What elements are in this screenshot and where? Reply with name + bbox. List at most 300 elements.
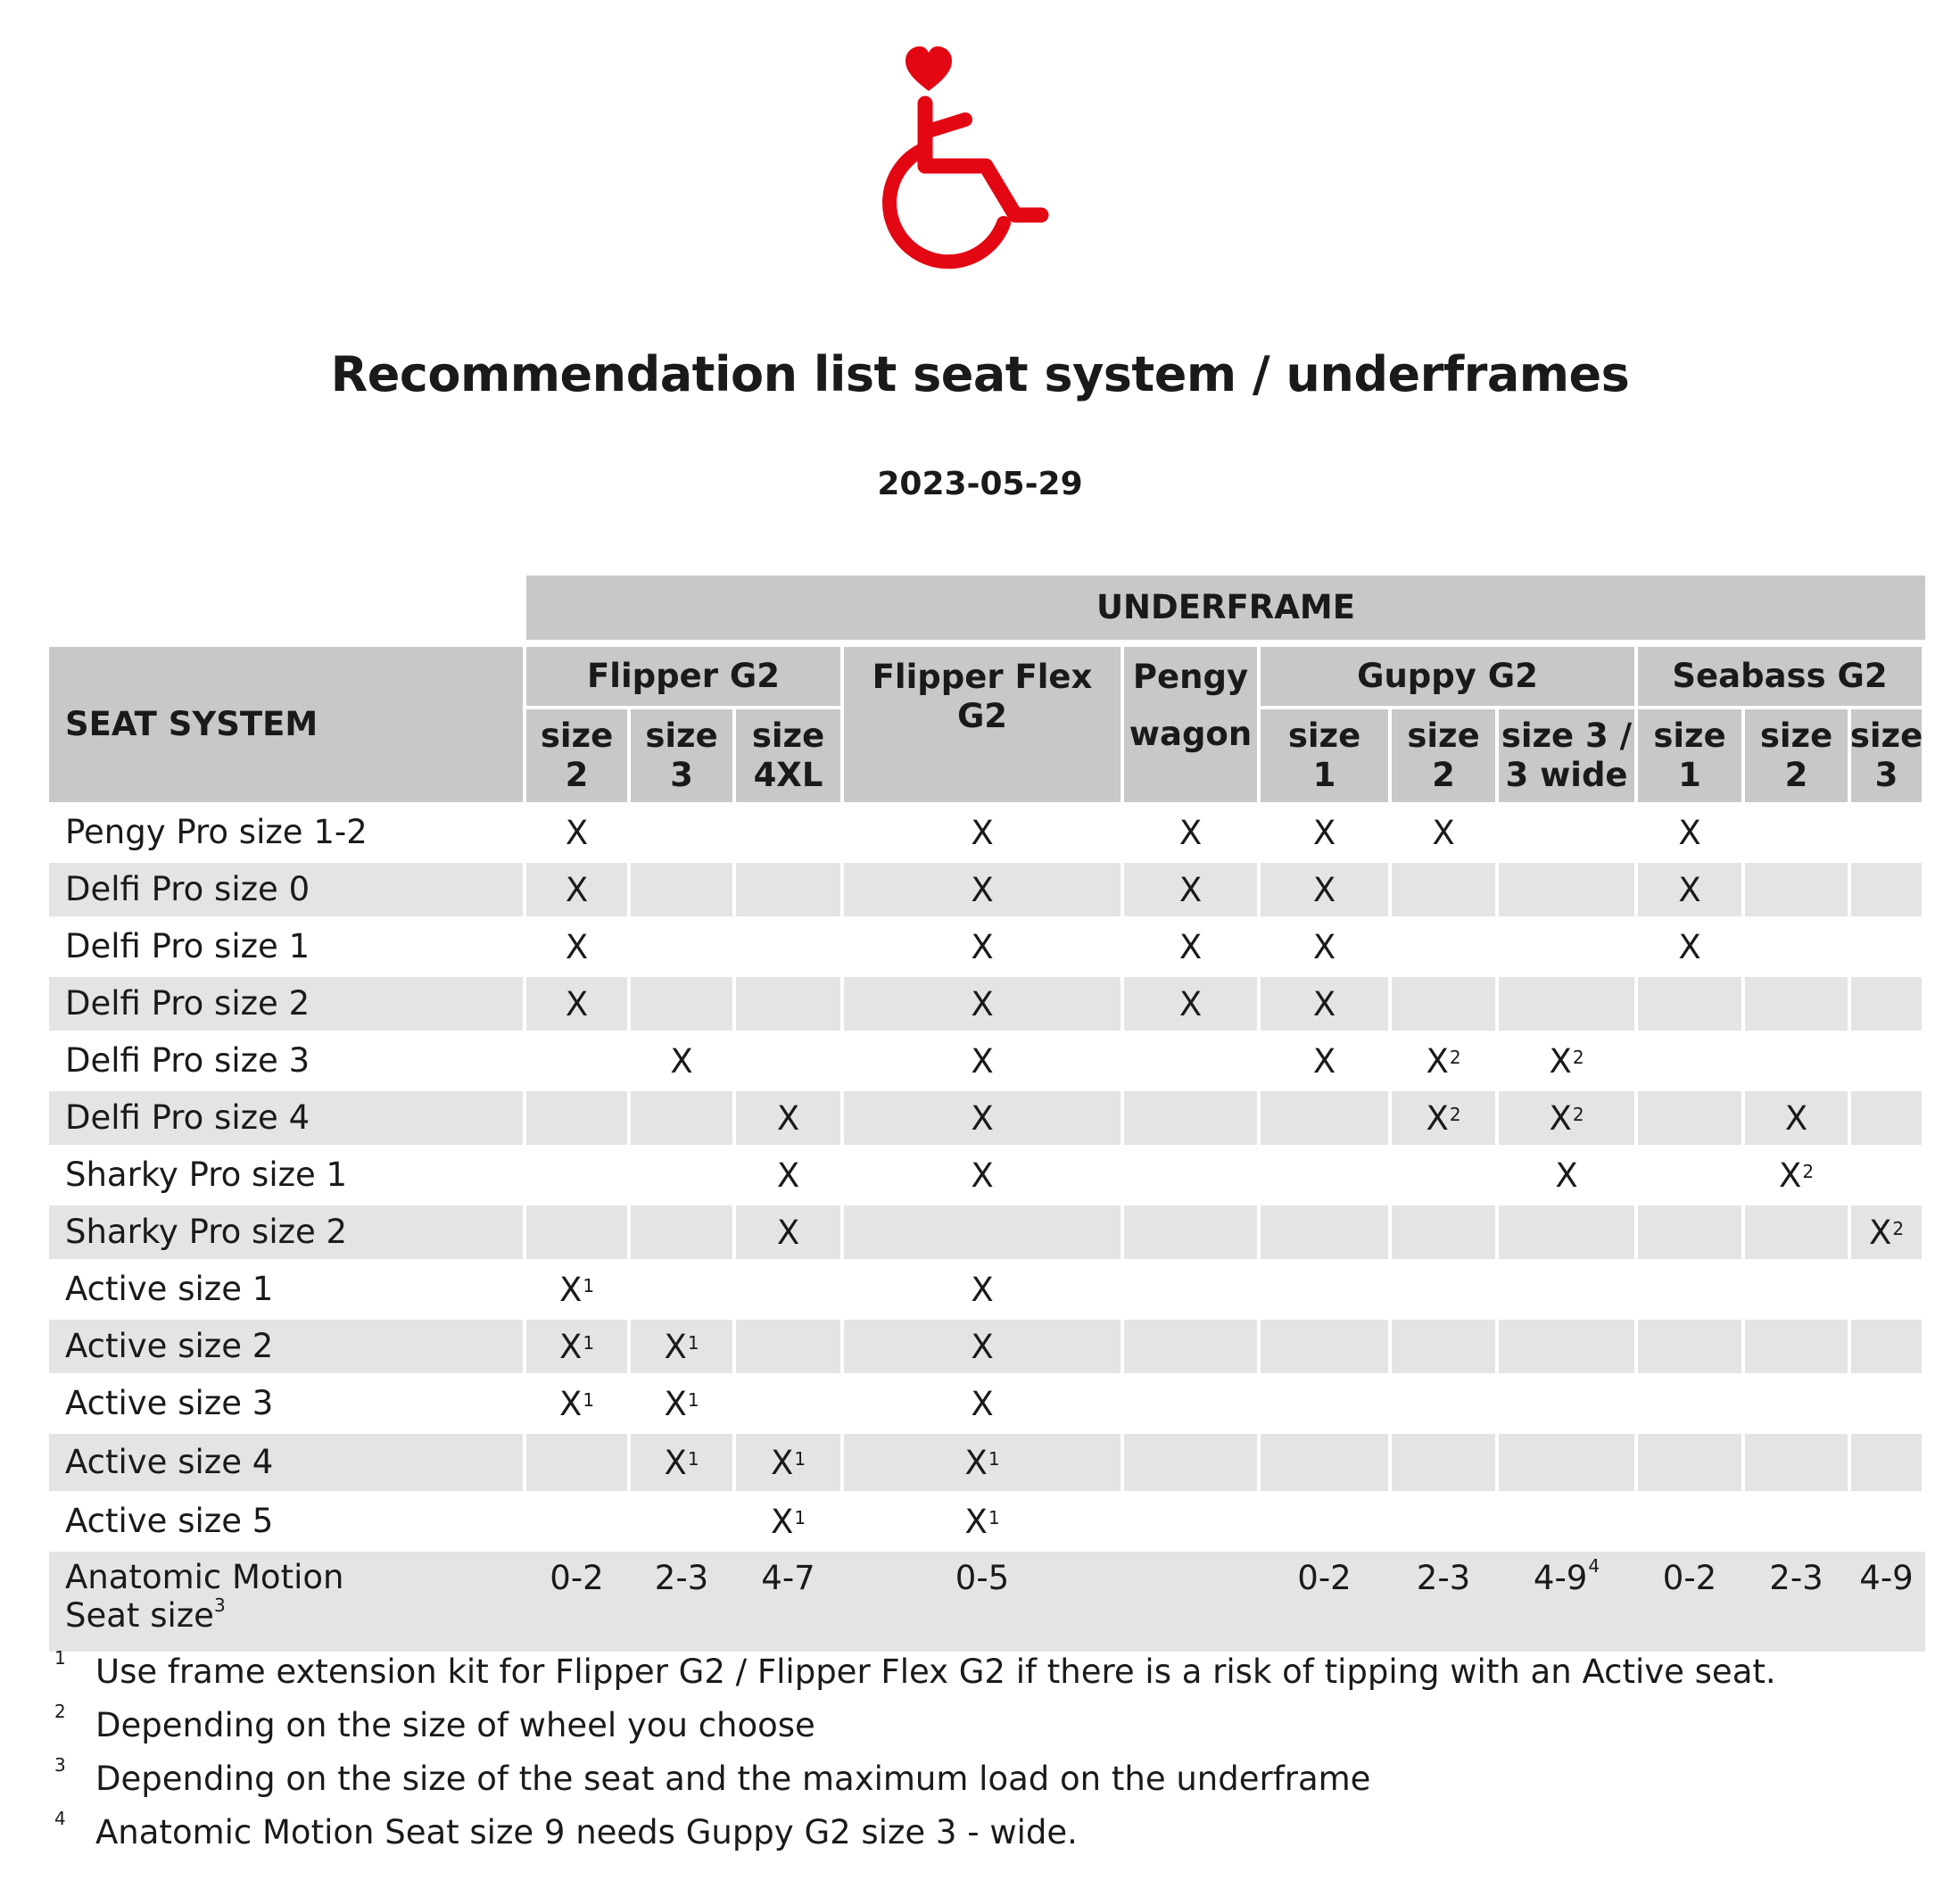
- footnote-ref: 1: [687, 1332, 699, 1354]
- compat-cell: [526, 1495, 627, 1548]
- underframe-group-2: [1124, 647, 1257, 802]
- compat-mark: X: [664, 1327, 687, 1366]
- compat-cell: [1745, 1034, 1848, 1088]
- compat-mark: 2-3: [1769, 1559, 1824, 1597]
- compat-cell: [1392, 806, 1495, 859]
- compat-mark: X: [1312, 927, 1336, 966]
- underframe-group-3: [1261, 647, 1634, 706]
- compat-mark: X: [565, 984, 589, 1023]
- compat-cell: [736, 1148, 840, 1202]
- compat-mark: X: [1312, 813, 1336, 852]
- compat-cell: [1261, 1091, 1388, 1145]
- compat-mark: X: [971, 1098, 994, 1138]
- compat-cell: [631, 1034, 732, 1088]
- compat-cell: [844, 863, 1121, 916]
- compat-cell: [844, 1552, 1121, 1648]
- compat-cell: [1851, 920, 1922, 973]
- footnote-ref: 1: [988, 1448, 1000, 1470]
- size-header-line1: size: [1407, 716, 1480, 755]
- compat-cell: [736, 1495, 840, 1548]
- compat-cell: [1392, 1034, 1495, 1088]
- size-header-line2: 2: [1784, 756, 1808, 794]
- compat-cell: [1124, 1091, 1257, 1145]
- compat-cell: [1124, 920, 1257, 973]
- compat-cell: [526, 1320, 627, 1373]
- compat-cell: [736, 1034, 840, 1088]
- compat-cell: [1499, 1034, 1634, 1088]
- compat-cell: [1851, 1148, 1922, 1202]
- compat-cell: [1745, 977, 1848, 1031]
- row-label-text: Pengy Pro size 1-2: [65, 812, 368, 851]
- compat-cell: [631, 1495, 732, 1548]
- row-label-text: Anatomic Motion Seat size$^3$: [65, 1558, 344, 1635]
- footnote-text: Depending on the size of wheel you choose: [95, 1706, 815, 1744]
- compat-cell: [631, 1148, 732, 1202]
- compat-mark: X: [664, 1384, 687, 1423]
- compat-cell: [1261, 1263, 1388, 1316]
- compat-cell: [1499, 1320, 1634, 1373]
- compat-cell: [1745, 1377, 1848, 1430]
- compat-mark: X: [964, 1502, 988, 1541]
- compat-mark: X: [770, 1443, 794, 1482]
- compat-cell: [526, 920, 627, 973]
- compat-cell: [526, 1552, 627, 1648]
- compat-cell: [844, 1034, 1121, 1088]
- compat-cell: [1499, 920, 1634, 973]
- compat-mark: X: [1178, 984, 1203, 1023]
- compat-cell: [1124, 1263, 1257, 1316]
- size-header-line2: 3: [670, 756, 693, 794]
- row-label: [49, 1552, 424, 1648]
- compat-cell: [1499, 1377, 1634, 1430]
- underframe-group-label: Pengy: [1132, 658, 1249, 696]
- seat-system-header-label: SEAT SYSTEM: [65, 704, 318, 743]
- size-header-line1: size: [1759, 716, 1833, 755]
- compat-cell: [631, 1320, 732, 1373]
- compat-cell: [1124, 1495, 1257, 1548]
- footnote-number: 1: [54, 1647, 66, 1669]
- compat-cell: [1261, 1148, 1388, 1202]
- compat-cell: [526, 806, 627, 859]
- size-header-line2: 2: [565, 756, 589, 794]
- compat-mark: X: [1312, 984, 1336, 1023]
- footnote-ref: 2: [1892, 1218, 1905, 1239]
- compat-cell: [736, 1552, 840, 1648]
- compat-cell: [526, 1034, 627, 1088]
- compat-cell: [631, 1377, 732, 1430]
- compat-cell: [1392, 1320, 1495, 1373]
- compat-cell: [631, 1552, 732, 1648]
- footnote-number: 2: [54, 1701, 66, 1722]
- compat-mark: X: [664, 1443, 687, 1482]
- footnote-text: Depending on the size of the seat and the maximum load on the underframe: [95, 1760, 1371, 1798]
- compat-cell: [1638, 1434, 1741, 1491]
- wheelchair-heart-logo: [870, 36, 1066, 269]
- compat-cell: [1638, 977, 1741, 1031]
- size-header-line1: size: [645, 716, 718, 755]
- size-header-line1: size: [1849, 716, 1923, 755]
- compat-cell: [1745, 1205, 1848, 1259]
- row-label: [49, 1091, 523, 1145]
- row-label-text: Active size 1: [65, 1269, 274, 1308]
- compat-cell: [736, 1091, 840, 1145]
- underframe-size-header: [1745, 709, 1848, 802]
- compat-mark: 4-9: [1859, 1559, 1914, 1597]
- footnote-ref: 2: [1449, 1047, 1461, 1068]
- compat-cell: [1392, 1148, 1495, 1202]
- compat-cell: [1499, 1205, 1634, 1259]
- row-label-text: Delfi Pro size 2: [65, 983, 310, 1023]
- compat-cell: [526, 1205, 627, 1259]
- size-header-line1: size: [1653, 716, 1726, 755]
- compat-mark: 4-9: [1533, 1559, 1588, 1597]
- compat-mark: X: [1868, 1213, 1892, 1252]
- compat-cell: [1392, 920, 1495, 973]
- compat-cell: [1392, 977, 1495, 1031]
- compat-cell: [736, 806, 840, 859]
- size-header-line2: 3 wide: [1505, 756, 1628, 794]
- compat-cell: [1745, 863, 1848, 916]
- compat-cell: [1745, 1552, 1848, 1648]
- compat-cell: [1499, 1091, 1634, 1145]
- compat-cell: [631, 920, 732, 973]
- compat-cell: [736, 1205, 840, 1259]
- compat-mark: X: [776, 1213, 800, 1252]
- compat-cell: [1745, 1091, 1848, 1145]
- compat-cell: [1745, 806, 1848, 859]
- compat-cell: [1392, 1091, 1495, 1145]
- compat-cell: [1392, 863, 1495, 916]
- compat-cell: [1392, 1205, 1495, 1259]
- row-label-text: Active size 4: [65, 1442, 274, 1481]
- compat-mark: X: [1178, 813, 1203, 852]
- compat-cell: [526, 863, 627, 916]
- compat-cell: [844, 1495, 1121, 1548]
- underframe-group-0: [526, 647, 840, 706]
- size-header-line2: 1: [1312, 756, 1336, 794]
- compat-cell: [1745, 920, 1848, 973]
- compat-cell: [631, 1434, 732, 1491]
- row-label: [49, 1263, 523, 1316]
- underframe-group-label: Flipper G2: [587, 656, 780, 695]
- footnote-ref: 1: [687, 1389, 699, 1411]
- compat-mark: X: [565, 870, 589, 909]
- compat-cell: [1261, 1377, 1388, 1430]
- compat-cell: [1638, 1495, 1741, 1548]
- compat-cell: [844, 1377, 1121, 1430]
- underframe-size-header: [1638, 709, 1741, 802]
- row-label: [49, 1148, 523, 1202]
- compat-cell: [1851, 1263, 1922, 1316]
- compat-mark: X: [971, 1156, 994, 1195]
- compat-mark: X: [1784, 1098, 1808, 1138]
- compat-cell: [1851, 1552, 1922, 1648]
- compat-mark: 0-5: [955, 1559, 1010, 1597]
- compat-cell: [631, 1205, 732, 1259]
- compat-cell: [844, 1205, 1121, 1259]
- underframe-group-label: Seabass G2: [1672, 656, 1888, 695]
- footnote-ref: 1: [794, 1507, 806, 1528]
- size-header-line2: 1: [1678, 756, 1701, 794]
- compat-cell: [1499, 863, 1634, 916]
- compat-mark: X: [1426, 1098, 1449, 1138]
- row-label-text: Sharky Pro size 2: [65, 1212, 348, 1251]
- compat-mark: X: [558, 1384, 583, 1423]
- row-label-text: Sharky Pro size 1: [65, 1155, 348, 1194]
- row-label: [49, 806, 523, 859]
- underframe-size-header: [526, 709, 627, 802]
- seat-system-header: [49, 647, 523, 802]
- compat-cell: [844, 806, 1121, 859]
- underframe-group-label: Flipper Flex G2: [872, 658, 1093, 736]
- footnote-text: Use frame extension kit for Flipper G2 / Flipper Flex G2 if there is a risk of tipping with an Active seat.: [95, 1653, 1776, 1691]
- compat-cell: [1638, 1205, 1741, 1259]
- compat-cell: [1124, 1148, 1257, 1202]
- footnote-ref: 2: [1572, 1047, 1584, 1068]
- compat-cell: [1499, 806, 1634, 859]
- compat-cell: [1124, 1552, 1257, 1648]
- compat-mark: X: [1178, 870, 1203, 909]
- underframe-size-header: [1851, 709, 1922, 802]
- size-header-line1: size: [1287, 716, 1361, 755]
- row-label: [49, 977, 523, 1031]
- compat-cell: [631, 977, 732, 1031]
- size-header-line2: 3: [1874, 756, 1898, 794]
- compat-cell: [736, 1263, 840, 1316]
- compat-mark: 0-2: [1662, 1559, 1717, 1597]
- compat-cell: [631, 1263, 732, 1316]
- compat-mark: 0-2: [550, 1559, 604, 1597]
- footnote-ref: 1: [687, 1448, 699, 1470]
- compat-mark: X: [565, 927, 589, 966]
- compat-cell: [1745, 1320, 1848, 1373]
- footnote-ref: 2: [1449, 1104, 1461, 1125]
- compat-cell: [1499, 1552, 1634, 1648]
- compat-cell: [844, 1320, 1121, 1373]
- size-header-line1: size: [540, 716, 614, 755]
- compat-mark: X: [971, 1041, 994, 1081]
- footnote-ref: 4: [1588, 1555, 1600, 1577]
- compat-cell: [1261, 1034, 1388, 1088]
- compat-cell: [1638, 1320, 1741, 1373]
- compat-mark: X: [964, 1443, 988, 1482]
- footnote-ref: 1: [583, 1389, 595, 1411]
- compat-mark: X: [670, 1041, 693, 1081]
- compat-cell: [1392, 1495, 1495, 1548]
- underframe-size-header: [631, 709, 732, 802]
- footnote-text: Anatomic Motion Seat size 9 needs Guppy G2 size 3 - wide.: [95, 1813, 1078, 1851]
- underframe-header: [526, 576, 1925, 640]
- compat-cell: [1261, 1495, 1388, 1548]
- compat-mark: X: [1312, 1041, 1336, 1081]
- compat-cell: [844, 1434, 1121, 1491]
- row-label-text: Delfi Pro size 0: [65, 869, 310, 908]
- compat-cell: [1851, 1205, 1922, 1259]
- footnote-number: 4: [54, 1808, 66, 1829]
- compat-cell: [631, 806, 732, 859]
- underframe-size-header: [1392, 709, 1495, 802]
- compat-cell: [736, 1377, 840, 1430]
- compat-cell: [631, 1091, 732, 1145]
- compat-cell: [1745, 1495, 1848, 1548]
- row-label: [49, 1495, 523, 1548]
- compat-cell: [1261, 1205, 1388, 1259]
- compat-mark: X: [1555, 1156, 1578, 1195]
- compat-mark: X: [1312, 870, 1336, 909]
- compat-mark: X: [971, 870, 994, 909]
- compat-cell: [1392, 1552, 1495, 1648]
- compat-cell: [1851, 1495, 1922, 1548]
- compat-cell: [1638, 920, 1741, 973]
- compat-cell: [526, 1091, 627, 1145]
- compat-cell: [526, 1377, 627, 1430]
- compat-mark: X: [1678, 870, 1701, 909]
- compat-cell: [526, 1148, 627, 1202]
- compat-cell: [1392, 1263, 1495, 1316]
- compat-mark: X: [1678, 813, 1701, 852]
- document-date: 2023-05-29: [877, 466, 1083, 502]
- compat-cell: [736, 920, 840, 973]
- row-label-text: Active size 5: [65, 1501, 274, 1540]
- compat-cell: [844, 1263, 1121, 1316]
- compat-cell: [1745, 1148, 1848, 1202]
- compat-cell: [844, 1148, 1121, 1202]
- compat-cell: [1638, 1552, 1741, 1648]
- compat-mark: X: [1678, 927, 1701, 966]
- compat-cell: [526, 977, 627, 1031]
- compat-cell: [526, 1434, 627, 1491]
- compat-cell: [1124, 1434, 1257, 1491]
- underframe-size-header: [1261, 709, 1388, 802]
- compat-mark: X: [558, 1327, 583, 1366]
- underframe-header-label: UNDERFRAME: [1096, 587, 1355, 626]
- recommendation-table: [49, 576, 1925, 1646]
- row-label-text: Active size 2: [65, 1326, 274, 1365]
- compat-cell: [1638, 1091, 1741, 1145]
- compat-cell: [736, 977, 840, 1031]
- footnote-ref: 1: [583, 1332, 595, 1354]
- row-label: [49, 1320, 523, 1373]
- compat-cell: [1499, 1148, 1634, 1202]
- underframe-size-header: [1499, 709, 1634, 802]
- compat-cell: [1261, 1320, 1388, 1373]
- size-header-line1: size 3 /: [1501, 716, 1633, 755]
- compat-cell: [1261, 977, 1388, 1031]
- compat-cell: [1851, 1320, 1922, 1373]
- compat-cell: [1638, 1377, 1741, 1430]
- underframe-group-label: Guppy G2: [1357, 656, 1538, 695]
- row-label: [49, 1434, 523, 1491]
- underframe-size-header: [736, 709, 840, 802]
- compat-cell: [1851, 1434, 1922, 1491]
- compat-cell: [1124, 1034, 1257, 1088]
- compat-mark: X: [971, 1270, 994, 1309]
- compat-mark: X: [1549, 1098, 1572, 1138]
- compat-cell: [844, 920, 1121, 973]
- compat-mark: X: [776, 1156, 800, 1195]
- compat-cell: [1638, 1263, 1741, 1316]
- compat-cell: [1124, 977, 1257, 1031]
- compat-mark: X: [770, 1502, 794, 1541]
- footnote-number: 3: [54, 1754, 66, 1776]
- size-header-line1: wagon: [1129, 715, 1253, 754]
- size-header-line2: 4XL: [753, 756, 823, 794]
- compat-cell: [844, 1091, 1121, 1145]
- compat-cell: [1124, 1377, 1257, 1430]
- compat-cell: [1851, 1091, 1922, 1145]
- footnote-ref: 3: [213, 1594, 226, 1616]
- compat-cell: [1261, 1552, 1388, 1648]
- row-label-text: Delfi Pro size 4: [65, 1098, 310, 1137]
- compat-cell: [1745, 1434, 1848, 1491]
- compat-cell: [1638, 1034, 1741, 1088]
- compat-cell: [1124, 1205, 1257, 1259]
- compat-cell: [1499, 1495, 1634, 1548]
- compat-cell: [1124, 806, 1257, 859]
- compat-cell: [526, 1263, 627, 1316]
- compat-mark: X: [971, 927, 994, 966]
- size-header-line2: 2: [1432, 756, 1455, 794]
- compat-cell: [1499, 1434, 1634, 1491]
- compat-mark: X: [971, 813, 994, 852]
- compat-cell: [1638, 1148, 1741, 1202]
- compat-cell: [1499, 1263, 1634, 1316]
- compat-mark: X: [1178, 927, 1203, 966]
- row-label: [49, 920, 523, 973]
- page-title: Recommendation list seat system / underframes: [330, 346, 1630, 402]
- row-label-text: Delfi Pro size 3: [65, 1040, 310, 1080]
- footnote-ref: 2: [1572, 1104, 1584, 1125]
- row-label-text: Active size 3: [65, 1383, 274, 1422]
- compat-mark: X: [971, 984, 994, 1023]
- compat-mark: X: [971, 1384, 994, 1423]
- compat-mark: X: [558, 1270, 583, 1309]
- footnote-ref: 1: [583, 1275, 595, 1296]
- compat-cell: [1261, 806, 1388, 859]
- row-label: [49, 863, 523, 916]
- compat-cell: [631, 863, 732, 916]
- compat-cell: [1745, 1263, 1848, 1316]
- compat-mark: X: [1549, 1041, 1572, 1081]
- compat-cell: [1124, 1320, 1257, 1373]
- footnote-ref: 1: [794, 1448, 806, 1470]
- compat-cell: [1261, 920, 1388, 973]
- compat-mark: X: [565, 813, 589, 852]
- compat-cell: [1499, 977, 1634, 1031]
- compat-cell: [1851, 1377, 1922, 1430]
- compat-cell: [1851, 977, 1922, 1031]
- underframe-group-1: [844, 647, 1121, 802]
- compat-cell: [844, 977, 1121, 1031]
- compat-cell: [736, 863, 840, 916]
- compat-cell: [1638, 806, 1741, 859]
- compat-mark: X: [1778, 1156, 1802, 1195]
- compat-cell: [1851, 863, 1922, 916]
- compat-cell: [736, 1434, 840, 1491]
- compat-cell: [1638, 863, 1741, 916]
- footnote-ref: 2: [1802, 1161, 1815, 1182]
- row-label: [49, 1034, 523, 1088]
- footnote-ref: 1: [988, 1507, 1000, 1528]
- compat-mark: 2-3: [654, 1559, 709, 1597]
- compat-cell: [736, 1320, 840, 1373]
- compat-cell: [1392, 1377, 1495, 1430]
- size-header-line1: size: [751, 716, 825, 755]
- compat-mark: X: [1432, 813, 1455, 852]
- compat-cell: [1851, 1034, 1922, 1088]
- compat-cell: [1124, 863, 1257, 916]
- compat-mark: X: [1426, 1041, 1449, 1081]
